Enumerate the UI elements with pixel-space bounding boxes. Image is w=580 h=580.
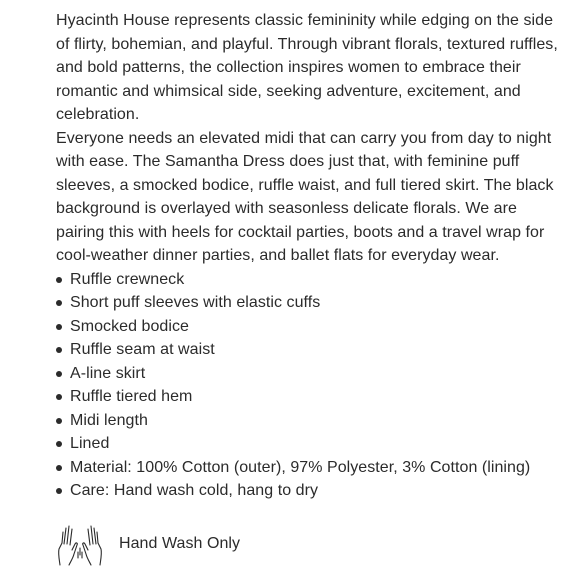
collection-paragraph: Hyacinth House represents classic femininity while edging on the side of flirty, bohemian, and playful. Through vibrant florals, textured ruffles, and bold patterns, the collection inspires women to embrace their romantic and whimsical side, seeking adventure, excitement, and celebration. — [56, 12, 558, 123]
bullet-icon — [56, 347, 62, 353]
bullet-icon — [56, 300, 62, 306]
care-label: Hand Wash Only — [119, 535, 241, 553]
list-item: Smocked bodice — [56, 315, 561, 339]
care-instruction — [56, 522, 240, 566]
list-item: Ruffle seam at waist — [56, 338, 561, 362]
product-description — [56, 9, 561, 503]
bullet-icon — [56, 441, 62, 447]
bullet-icon — [56, 324, 62, 330]
feature-list — [56, 268, 561, 503]
list-item: Short puff sleeves with elastic cuffs — [56, 291, 561, 315]
list-item: Ruffle crewneck — [56, 268, 561, 292]
hand-wash-icon — [56, 522, 104, 566]
bullet-icon — [56, 418, 62, 424]
list-item: Care: Hand wash cold, hang to dry — [56, 479, 561, 503]
bullet-icon — [56, 465, 62, 471]
list-item: Midi length — [56, 409, 561, 433]
bullet-icon — [56, 488, 62, 494]
bullet-icon — [56, 394, 62, 400]
list-item: Material: 100% Cotton (outer), 97% Polyester, 3% Cotton (lining) — [56, 456, 561, 480]
list-item: A-line skirt — [56, 362, 561, 386]
bullet-icon — [56, 277, 62, 283]
list-item: Lined — [56, 432, 561, 456]
bullet-icon — [56, 371, 62, 377]
dress-paragraph: Everyone needs an elevated midi that can carry you from day to night with ease. The Samantha Dress does just that, with feminine puff sleeves, a smocked bodice, ruffle waist, and full tiered skirt. The black background is overlayed with seasonless delicate florals. We are pairing this with heels for cocktail parties, boots and a travel wrap for cool-weather dinner parties, and ballet flats for everyday wear. — [56, 129, 554, 264]
list-item: Ruffle tiered hem — [56, 385, 561, 409]
